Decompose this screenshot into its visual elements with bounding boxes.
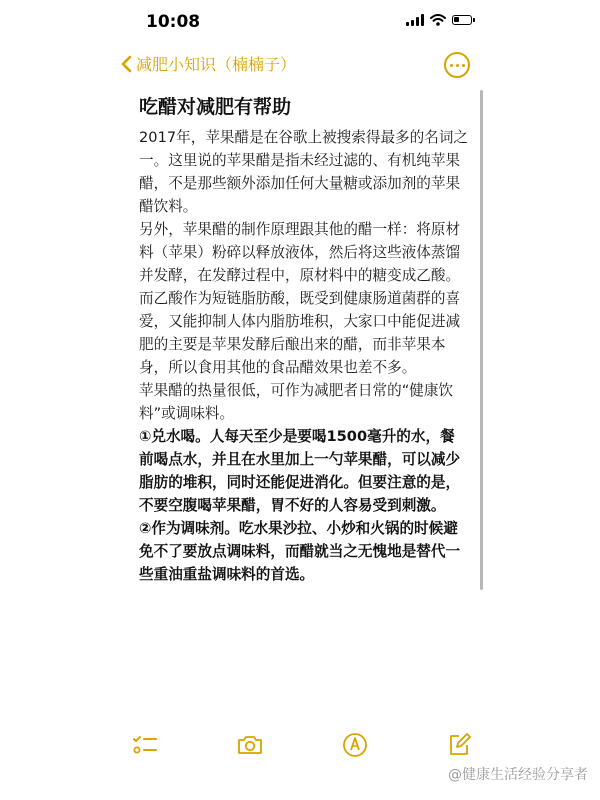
chevron-left-icon	[120, 55, 132, 73]
battery-icon	[452, 15, 472, 25]
compose-icon	[446, 732, 472, 758]
note-title: 吃醋对减肥有帮助	[139, 96, 292, 118]
paragraph-bold: ①兑水喝。人每天至少是要喝1500毫升的水，餐前喝点水，并且在水里加上一勺苹果醋，可以减少脂肪的堆积，同时还能促进消化。但要注意的是，不要空腹喝苹果醋，胃不好的人容易受到刺激。	[139, 428, 461, 514]
status-time: 10:08	[146, 12, 201, 32]
checklist-button[interactable]	[130, 730, 160, 760]
paragraph: 2017年，苹果醋是在谷歌上被搜索得最多的名词之一。这里说的苹果醋是指未经过滤的、有机纯苹果醋，不是那些额外添加任何大量糖或添加剂的苹果醋饮料。	[139, 129, 469, 215]
ellipsis-circle-icon	[450, 64, 453, 67]
status-bar	[0, 0, 600, 44]
compose-button[interactable]	[444, 730, 474, 760]
bottom-toolbar	[0, 730, 600, 766]
scrollbar[interactable]	[480, 90, 483, 590]
paragraph: 苹果醋的热量很低，可作为减肥者日常的“健康饮料”或调味料。	[139, 382, 454, 422]
checklist-icon	[132, 734, 158, 756]
markup-button[interactable]	[340, 730, 370, 760]
nav-bar	[0, 48, 600, 84]
camera-icon	[236, 734, 264, 756]
paragraph: 另外，苹果醋的制作原理跟其他的醋一样：将原材料（苹果）粉碎以释放液体，然后将这些液体蒸馏并发酵，在发酵过程中，原材料中的糖变成乙酸。而乙酸作为短链脂肪酸，既受到健康肠道菌群的喜爱，又能抑制人体内脂肪堆积，大家口中能促进减肥的主要是苹果发酵后酿出来的醋，而非苹果本身，所以食用其他的食品醋效果也差不多。	[139, 221, 461, 376]
note-body[interactable]	[139, 94, 469, 586]
wifi-icon	[430, 14, 446, 26]
signal-icon	[406, 14, 424, 26]
status-icons	[406, 14, 472, 26]
watermark: @健康生活经验分享者	[448, 767, 588, 783]
more-button[interactable]	[444, 52, 470, 78]
markup-pen-icon	[342, 732, 368, 758]
paragraph-bold: ②作为调味剂。吃水果沙拉、小炒和火锅的时候避免不了要放点调味料，而醋就当之无愧地是替代一些重油重盐调味料的首选。	[139, 520, 461, 583]
camera-button[interactable]	[235, 730, 265, 760]
back-button[interactable]	[120, 52, 296, 75]
back-label: 减肥小知识（楠楠子）	[136, 55, 297, 74]
